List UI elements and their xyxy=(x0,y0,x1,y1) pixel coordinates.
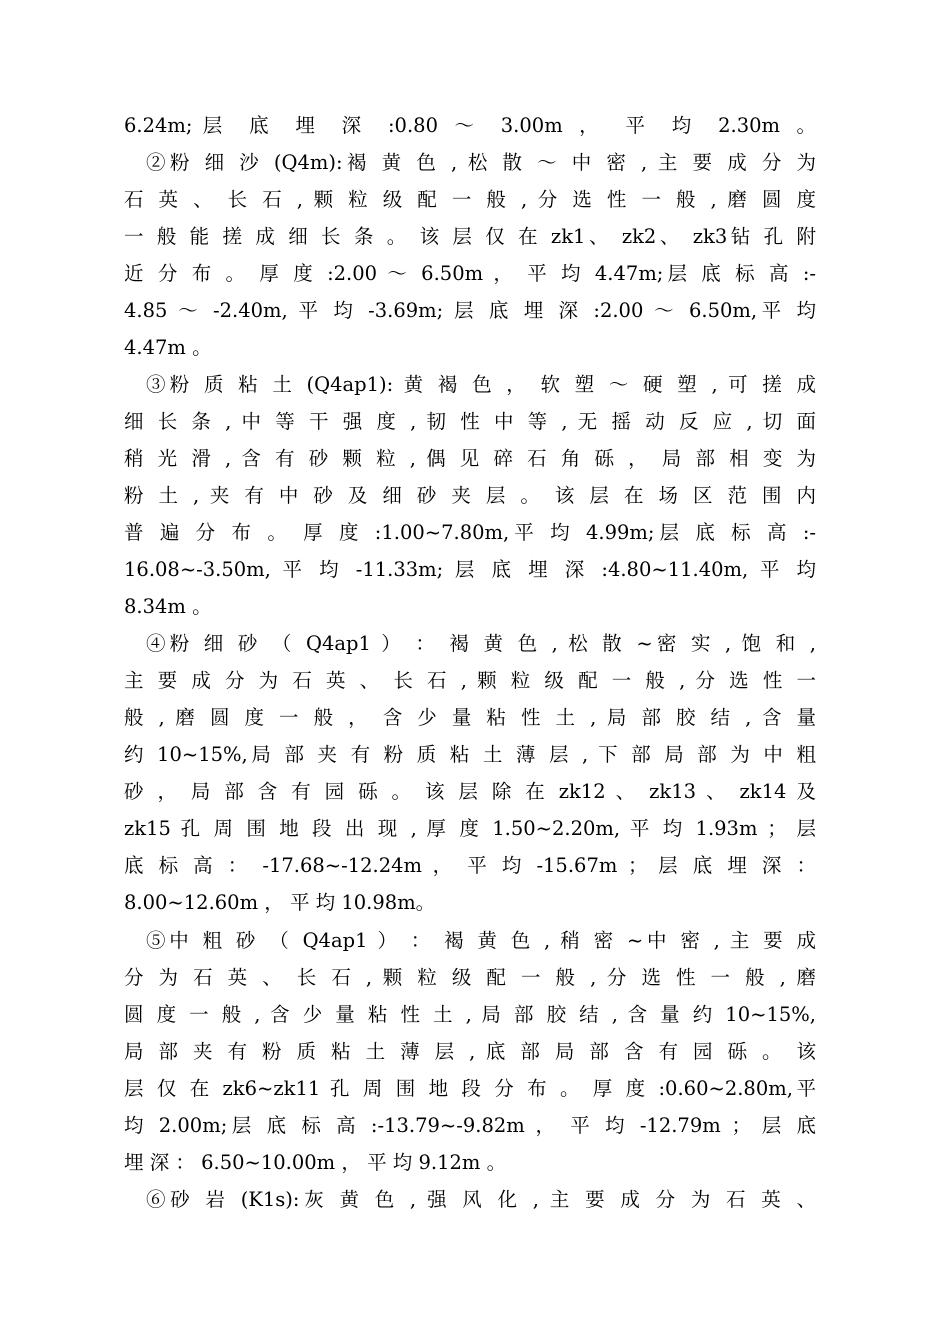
text-line: 4.85 ～ -2.40m, 平 均 -3.69m; 层 底 埋 深 :2.00 ～ 6.50m,平 均 xyxy=(124,299,816,322)
text-line: 般 , 磨 圆 度 一 般 ， 含 少 量 粘 性 土 , 局 部 胶 结 , 含 量 xyxy=(124,706,816,729)
text-line: 圆 度 一 般 , 含 少 量 粘 性 土 , 局 部 胶 结 , 含 量 约 10~15%, xyxy=(124,1003,816,1026)
text-line: 8.00~12.60m ， 平 均 10.98m。 xyxy=(124,891,436,914)
text-line: 砂 ， 局 部 含 有 园 砾 。 该 层 除 在 zk12 、 zk13 、 zk14 及 xyxy=(124,780,816,803)
text-line: 4.47m 。 xyxy=(124,336,212,359)
text-line: 8.34m 。 xyxy=(124,595,212,618)
text-line: ⑥砂 岩 (K1s):灰 黄 色 , 强 风 化 , 主 要 成 分 为 石 英 、 xyxy=(146,1188,816,1211)
text-line: 埋 深 ： 6.50~10.00m ， 平 均 9.12m 。 xyxy=(124,1151,507,1174)
text-line: 层 仅 在 zk6~zk11 孔 周 围 地 段 分 布 。 厚 度 :0.60~2.80m,平 xyxy=(124,1077,816,1100)
text-line: 一 般 能 搓 成 细 长 条 。 该 层 仅 在 zk1、 zk2、 zk3钻 孔 附 xyxy=(124,225,816,248)
text-line: 细 长 条 , 中 等 干 强 度 , 韧 性 中 等 , 无 摇 动 反 应 , 切 面 xyxy=(124,410,816,433)
text-line: 石 英 、 长 石 , 颗 粒 级 配 一 般 , 分 选 性 一 般 , 磨 圆 度 xyxy=(124,188,816,211)
text-line: 均 2.00m;层 底 标 高 :-13.79~-9.82m ， 平 均 -12.79m ； 层 底 xyxy=(124,1114,816,1137)
text-line: 底 标 高 ： -17.68~-12.24m ， 平 均 -15.67m ； 层 底 埋 深 ： xyxy=(124,854,816,877)
text-line: 6.24m;层 底 埋 深 :0.80 ～ 3.00m ， 平 均 2.30m 。 xyxy=(124,114,816,137)
text-line: 16.08~-3.50m, 平 均 -11.33m; 层 底 埋 深 :4.80~11.40m, 平 均 xyxy=(124,558,816,581)
text-line: 主 要 成 分 为 石 英 、 长 石 , 颗 粒 级 配 一 般 , 分 选 性 一 xyxy=(124,669,816,692)
text-line: 普 遍 分 布 。 厚 度 :1.00~7.80m,平 均 4.99m;层 底 标 高 :- xyxy=(124,521,816,544)
text-line: ⑤中 粗 砂 （ Q4ap1 ） ： 褐 黄 色 , 稍 密 ~中 密 , 主 要 成 xyxy=(146,929,816,952)
text-line: 局 部 夹 有 粉 质 粘 土 薄 层 , 底 部 局 部 含 有 园 砾 。 该 xyxy=(124,1040,816,1063)
text-line: ④粉 细 砂 （ Q4ap1 ） ： 褐 黄 色 , 松 散 ~密 实 , 饱 和 , xyxy=(146,632,816,655)
text-line: 稍 光 滑 , 含 有 砂 颗 粒 , 偶 见 碎 石 角 砾 ， 局 部 相 变 为 xyxy=(124,447,816,470)
text-line: ②粉 细 沙 (Q4m):褐 黄 色 , 松 散 ～ 中 密 , 主 要 成 分 为 xyxy=(146,151,816,174)
text-line: 近 分 布 。 厚 度 :2.00 ～ 6.50m ， 平 均 4.47m;层 底 标 高 :- xyxy=(124,262,816,285)
text-line: 分 为 石 英 、 长 石 , 颗 粒 级 配 一 般 , 分 选 性 一 般 , 磨 xyxy=(124,966,816,989)
text-line: 约 10~15%,局 部 夹 有 粉 质 粘 土 薄 层 , 下 部 局 部 为 中 粗 xyxy=(124,743,816,766)
text-line: 粉 土 , 夹 有 中 砂 及 细 砂 夹 层 。 该 层 在 场 区 范 围 内 xyxy=(124,484,816,507)
text-line: zk15 孔 周 围 地 段 出 现 , 厚 度 1.50~2.20m, 平 均 1.93m ； 层 xyxy=(124,817,816,840)
text-line: ③粉 质 粘 土 (Q4ap1): 黄 褐 色 ， 软 塑 ～ 硬 塑 , 可 搓 成 xyxy=(146,373,816,396)
